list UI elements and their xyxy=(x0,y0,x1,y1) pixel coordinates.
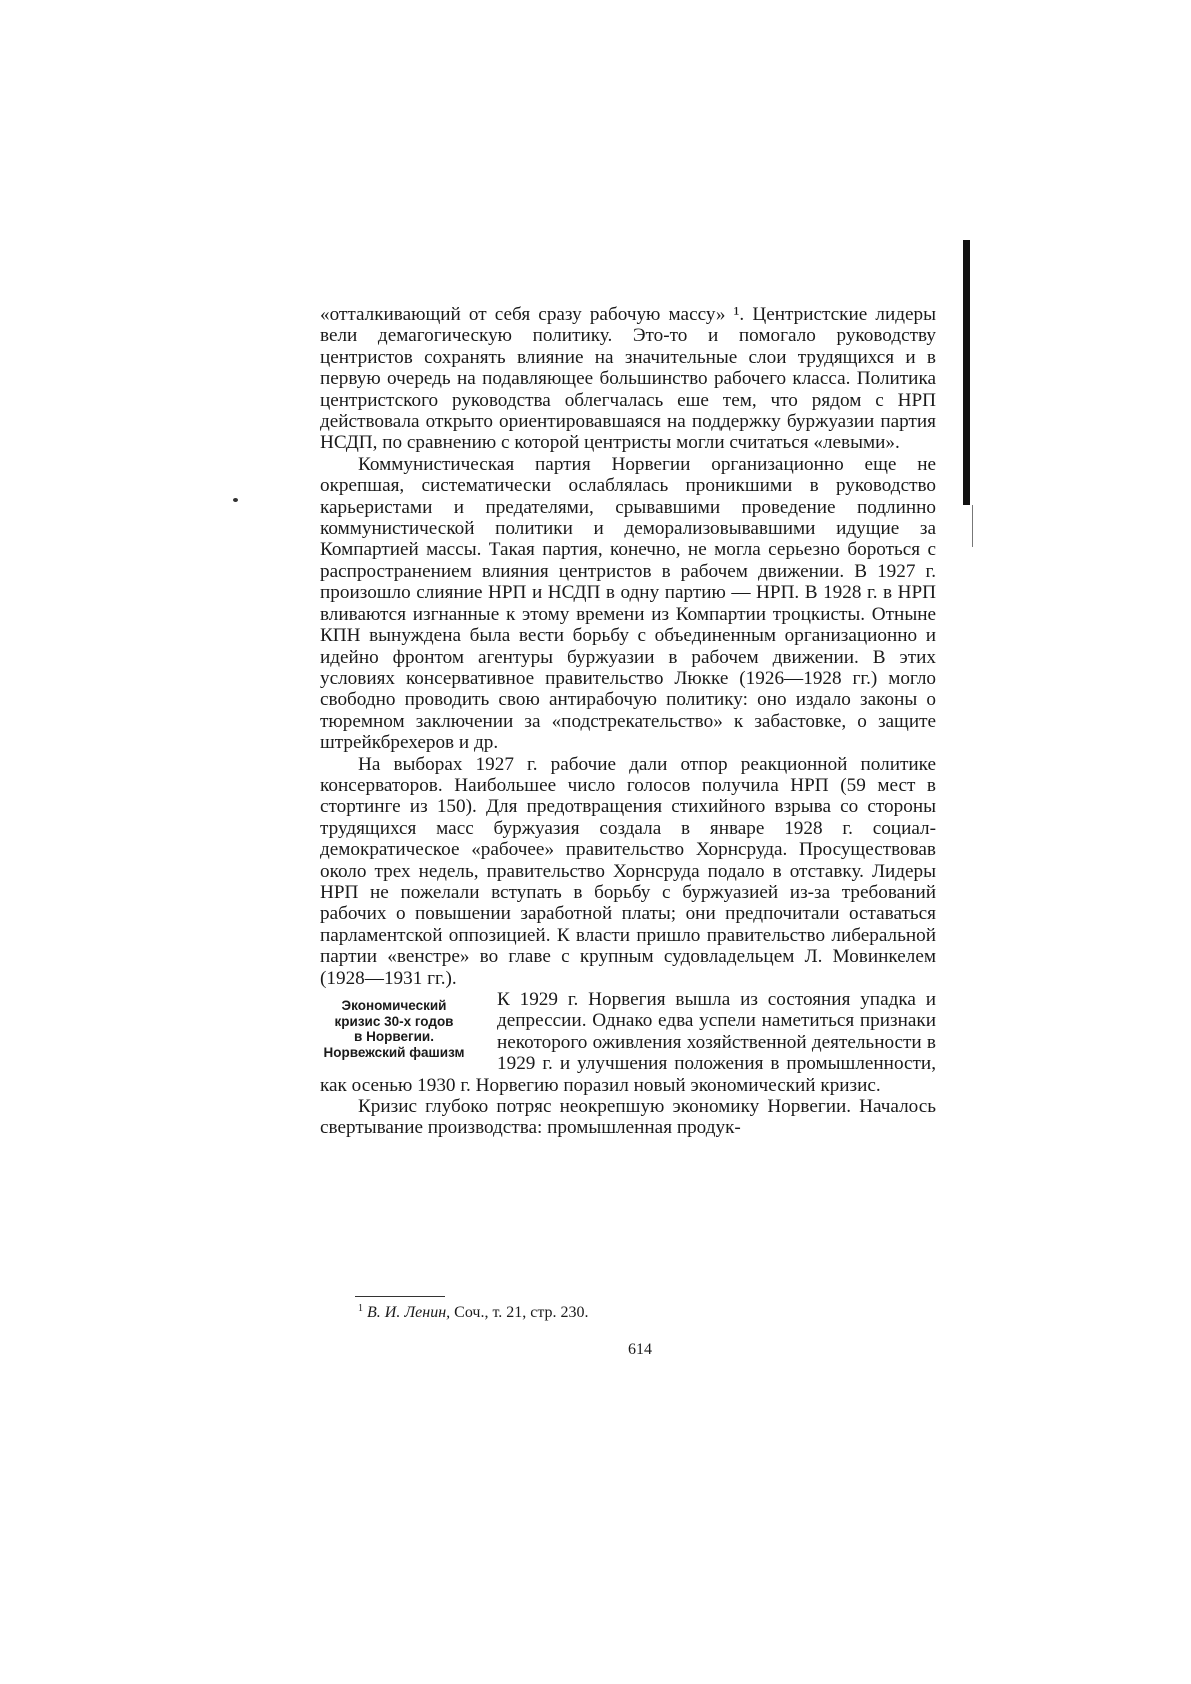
main-text xyxy=(320,304,936,1139)
paragraph-1: «отталкивающий от себя сразу рабочую массу» ¹. Центристские лидеры вели демагогическую политику. Это-то и помогало руководству центристов сохранять влияние на значительные слои трудящихся и в первую очередь на подавляющее большинство рабочего класса. Политика центристского руководства облегчалась еше тем, что рядом с НРП действовала открыто ориентировавшаяся на поддержку буржуазии партия НСДП, по сравнению с которой центристы могли считаться «левыми». xyxy=(320,304,936,454)
sidehead-line: кризис 30-х годов xyxy=(334,1013,454,1029)
paragraph-5: Кризис глубоко потряс неокрепшую экономику Норвегии. Началось свертывание производства: промышленная продук- xyxy=(320,1096,936,1139)
paragraph-4: К 1929 г. Норвегия вышла из состояния упадка и депрессии. Однако едва успели наметиться признаки некоторого оживления хозяйственной деятельности в 1929 г. и улучшения положения в промышленности, как осенью 1930 г. Норвегию поразил новый экономический кризис. xyxy=(320,989,936,1096)
sidehead-line: Норвежский фашизм xyxy=(323,1044,465,1060)
margin-mark xyxy=(963,240,970,505)
sidehead-line: в Норвегии. xyxy=(354,1029,434,1044)
paragraph-3: На выборах 1927 г. рабочие дали отпор реакционной политике консерваторов. Наибольшее число голосов получила НРП (59 мест в стортинге из 150). Для предотвращения стихийного взрыва со стороны трудящихся масс буржуазия создала в январе 1928 г. социал-демократическое «рабочее» правительство Хорнсруда. Просуществовав около трех недель, правительство Хорнсруда подало в отставку. Лидеры НРП не пожелали вступать в борьбу с буржуазией из-за требований рабочих о повышении заработной платы; они предпочитали оставаться парламентской оппозицией. К власти пришло правительство либеральной партии «венстре» во главе с крупным судовладельцем Л. Мовинкелем (1928—1931 гг.). xyxy=(320,753,936,989)
paragraph-2: Коммунистическая партия Норвегии организационно еще не окрепшая, систематически ослаблялась проникшими в руководство карьеристами и предателями, срывавшими проведение подлинно коммунистической политики и деморализовывавшими идущие за Компартией массы. Такая партия, конечно, не могла серьезно бороться с распространением влияния центристов в рабочем движении. В 1927 г. произошло слияние НРП и НСДП в одну партию — НРП. В 1928 г. в НРП вливаются изгнанные к этому времени из Компартии троцкисты. Отныне КПН вынуждена была вести борьбу с объединенным организационно и идейно фронтом агентуры буржуазии в рабочем движении. В этих условиях консервативное правительство Люкке (1926—1928 гг.) могло свободно проводить свою антирабочую политику: оно издало законы о тюремном заключении за «подстрекательство» к забастовке, о защите штрейкбрехеров и др. xyxy=(320,453,936,754)
margin-line xyxy=(972,505,973,547)
sidehead-line: Экономический xyxy=(341,998,447,1013)
page-number: 614 xyxy=(628,1341,652,1358)
footnote-reference: Соч., т. 21, стр. 230. xyxy=(454,1304,589,1321)
footnote xyxy=(358,1299,858,1323)
ink-dot xyxy=(233,498,238,502)
footnote-author: В. И. Ленин, xyxy=(367,1304,451,1321)
footnote-rule xyxy=(355,1296,445,1297)
section-sidehead xyxy=(303,998,485,1060)
footnote-mark: 1 xyxy=(358,1303,363,1314)
